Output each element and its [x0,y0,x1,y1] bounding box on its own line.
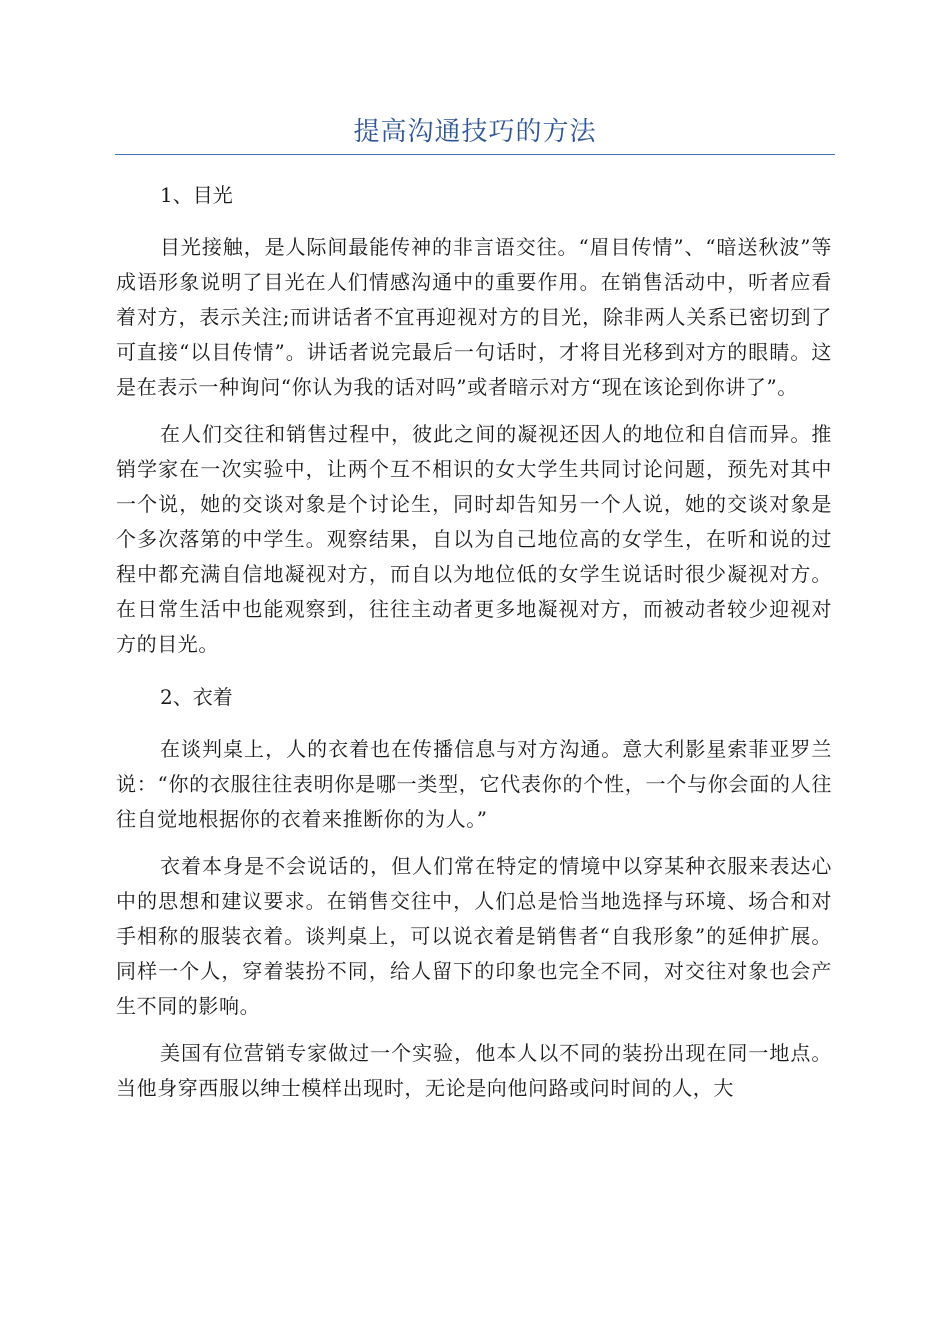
title-underline [115,154,835,155]
section-heading-gaze: 1、目光 [160,183,233,207]
paragraph: 美国有位营销专家做过一个实验，他本人以不同的装扮出现在同一地点。当他身穿西服以绅士模样出现时，无论是向他问路或问时间的人，大 [116,1041,832,1100]
paragraph: 在人们交往和销售过程中，彼此之间的凝视还因人的地位和自信而异。推销学家在一次实验中，让两个互不相识的女大学生共同讨论问题，预先对其中一个说，她的交谈对象是个讨论生，同时却告知另一个人说，她的交谈对象是个多次落第的中学生。观察结果，自以为自己地位高的女学生，在听和说的过程中都充满自信地凝视对方，而自以为地位低的女学生说话时很少凝视对方。在日常生活中也能观察到，往往主动者更多地凝视对方，而被动者较少迎视对方的目光。 [116,422,832,656]
document-body [116,172,832,1118]
section-heading-clothing: 2、衣着 [160,685,233,709]
document-title: 提高沟通技巧的方法 [353,117,597,147]
paragraph: 在谈判桌上，人的衣着也在传播信息与对方沟通。意大利影星索菲亚罗兰说：“你的衣服往往表明你是哪一类型，它代表你的个性，一个与你会面的人往往自觉地根据你的衣着来推断你的为人。” [116,737,832,831]
paragraph: 目光接触，是人际间最能传神的非言语交往。“眉目传情”、“暗送秋波”等成语形象说明了目光在人们情感沟通中的重要作用。在销售活动中，听者应看着对方，表示关注;而讲话者不宜再迎视对方的目光，除非两人关系已密切到了可直接“以目传情”。讲话者说完最后一句话时，才将目光移到对方的眼睛。这是在表示一种询问“你认为我的话对吗”或者暗示对方“现在该论到你讲了”。 [116,235,832,399]
paragraph: 衣着本身是不会说话的，但人们常在特定的情境中以穿某种衣服来表达心中的思想和建议要求。在销售交往中，人们总是恰当地选择与环境、场合和对手相称的服装衣着。谈判桌上，可以说衣着是销售者“自我形象”的延伸扩展。同样一个人，穿着装扮不同，给人留下的印象也完全不同，对交往对象也会产生不同的影响。 [116,854,832,1018]
